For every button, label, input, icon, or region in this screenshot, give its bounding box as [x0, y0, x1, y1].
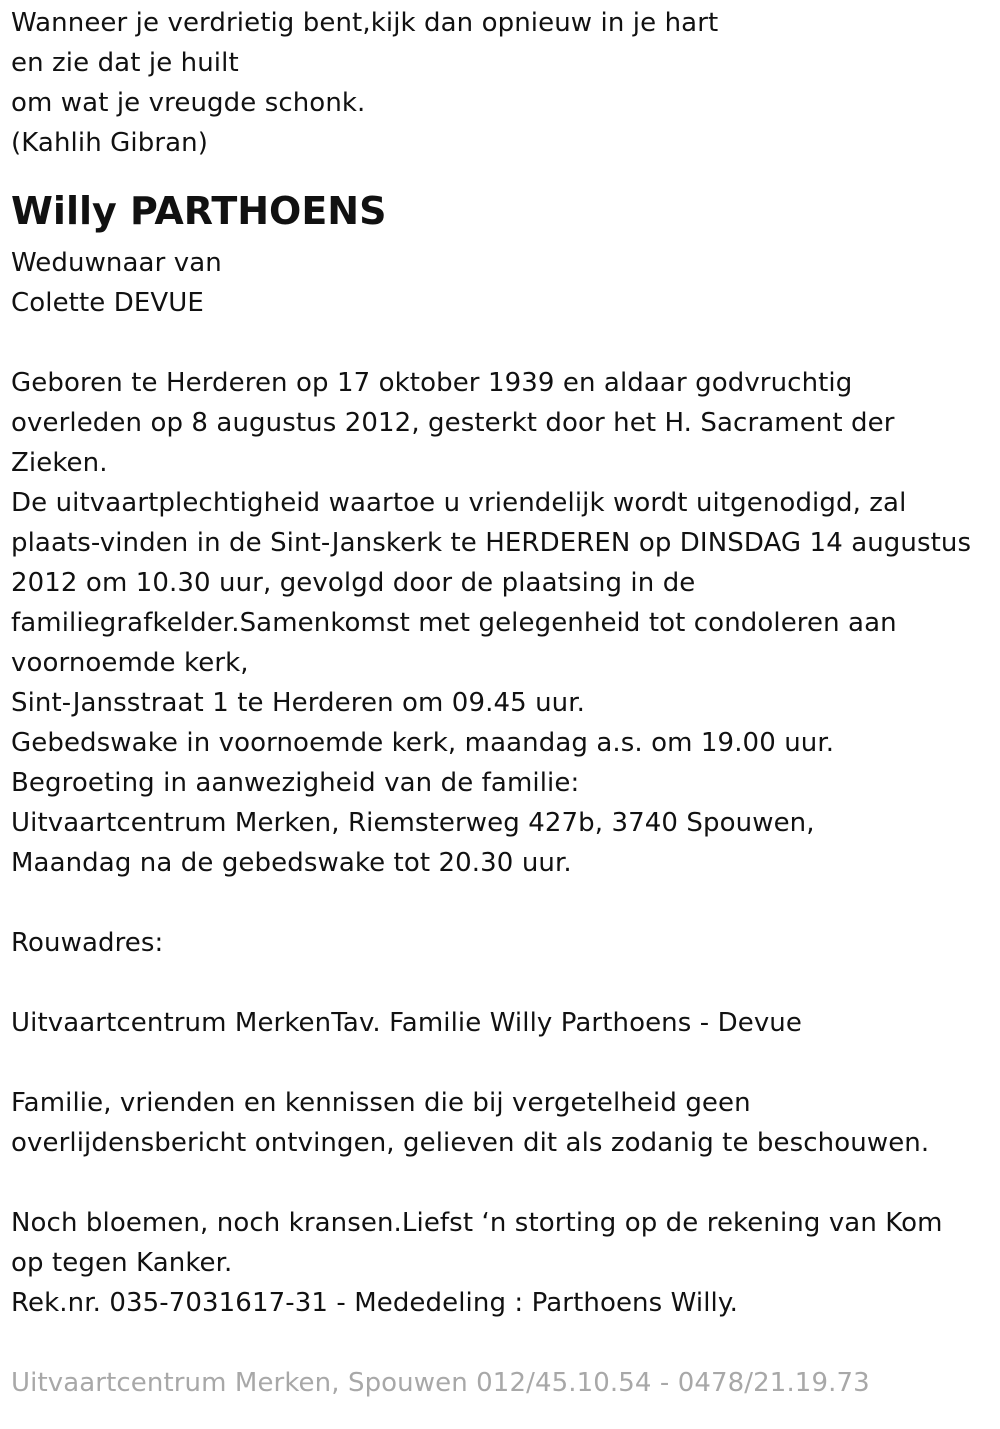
- poem-block: [11, 3, 990, 163]
- donation-account-line: Rek.nr. 035-7031617-31 - Mededeling : Parthoens Willy.: [11, 1288, 739, 1318]
- announcement-line: familiegrafkelder.Samenkomst met gelegenheid tot condoleren aan: [11, 608, 897, 638]
- announcement-line: overleden op 8 augustus 2012, gesterkt door het H. Sacrament der: [11, 408, 895, 438]
- notice-line: overlijdensbericht ontvingen, gelieven dit als zodanig te beschouwen.: [11, 1128, 930, 1158]
- poem-line: en zie dat je huilt: [11, 48, 239, 78]
- spouse-name: Colette DEVUE: [11, 288, 204, 318]
- announcement-line: Uitvaartcentrum Merken, Riemsterweg 427b, 3740 Spouwen,: [11, 808, 815, 838]
- mourning-address-value: Uitvaartcentrum MerkenTav. Familie Willy Parthoens - Devue: [11, 1008, 802, 1038]
- announcement-line: voornoemde kerk,: [11, 648, 249, 678]
- notice-block: [11, 1083, 990, 1163]
- spacer: [11, 1163, 990, 1203]
- donation-block: [11, 1203, 990, 1323]
- notice-line: Familie, vrienden en kennissen die bij vergetelheid geen: [11, 1088, 751, 1118]
- announcement-line: Geboren te Herderen op 17 oktober 1939 en aldaar godvruchtig: [11, 368, 853, 398]
- relation-text: Weduwnaar van: [11, 248, 222, 278]
- announcement-line: Zieken.: [11, 448, 108, 478]
- footer-contact: Uitvaartcentrum Merken, Spouwen 012/45.10.54 - 0478/21.19.73: [11, 1368, 870, 1398]
- announcement-line: plaats-vinden in de Sint-Janskerk te HERDEREN op DINSDAG 14 augustus: [11, 528, 972, 558]
- donation-line: Noch bloemen, noch kransen.Liefst ‘n storting op de rekening van Kom: [11, 1208, 943, 1238]
- deceased-name: Willy PARTHOENS: [11, 189, 387, 233]
- announcement-line: Sint-Jansstraat 1 te Herderen om 09.45 uur.: [11, 688, 586, 718]
- poem-line: Wanneer je verdrietig bent,kijk dan opnieuw in je hart: [11, 8, 719, 38]
- announcement-line: 2012 om 10.30 uur, gevolgd door de plaatsing in de: [11, 568, 696, 598]
- mourning-address-label: Rouwadres:: [11, 928, 164, 958]
- spacer: [11, 883, 990, 923]
- poem-attribution: (Kahlih Gibran): [11, 128, 208, 158]
- donation-line: op tegen Kanker.: [11, 1248, 233, 1278]
- announcement-block: [11, 363, 990, 883]
- spacer: [11, 1323, 990, 1363]
- poem-line: om wat je vreugde schonk.: [11, 88, 366, 118]
- announcement-line: Begroeting in aanwezigheid van de familie:: [11, 768, 580, 798]
- announcement-line: Maandag na de gebedswake tot 20.30 uur.: [11, 848, 572, 878]
- spacer: [11, 963, 990, 1003]
- spacer: [11, 323, 990, 363]
- announcement-line: De uitvaartplechtigheid waartoe u vriendelijk wordt uitgenodigd, zal: [11, 488, 907, 518]
- announcement-line: Gebedswake in voornoemde kerk, maandag a.s. om 19.00 uur.: [11, 728, 835, 758]
- spacer: [11, 1043, 990, 1083]
